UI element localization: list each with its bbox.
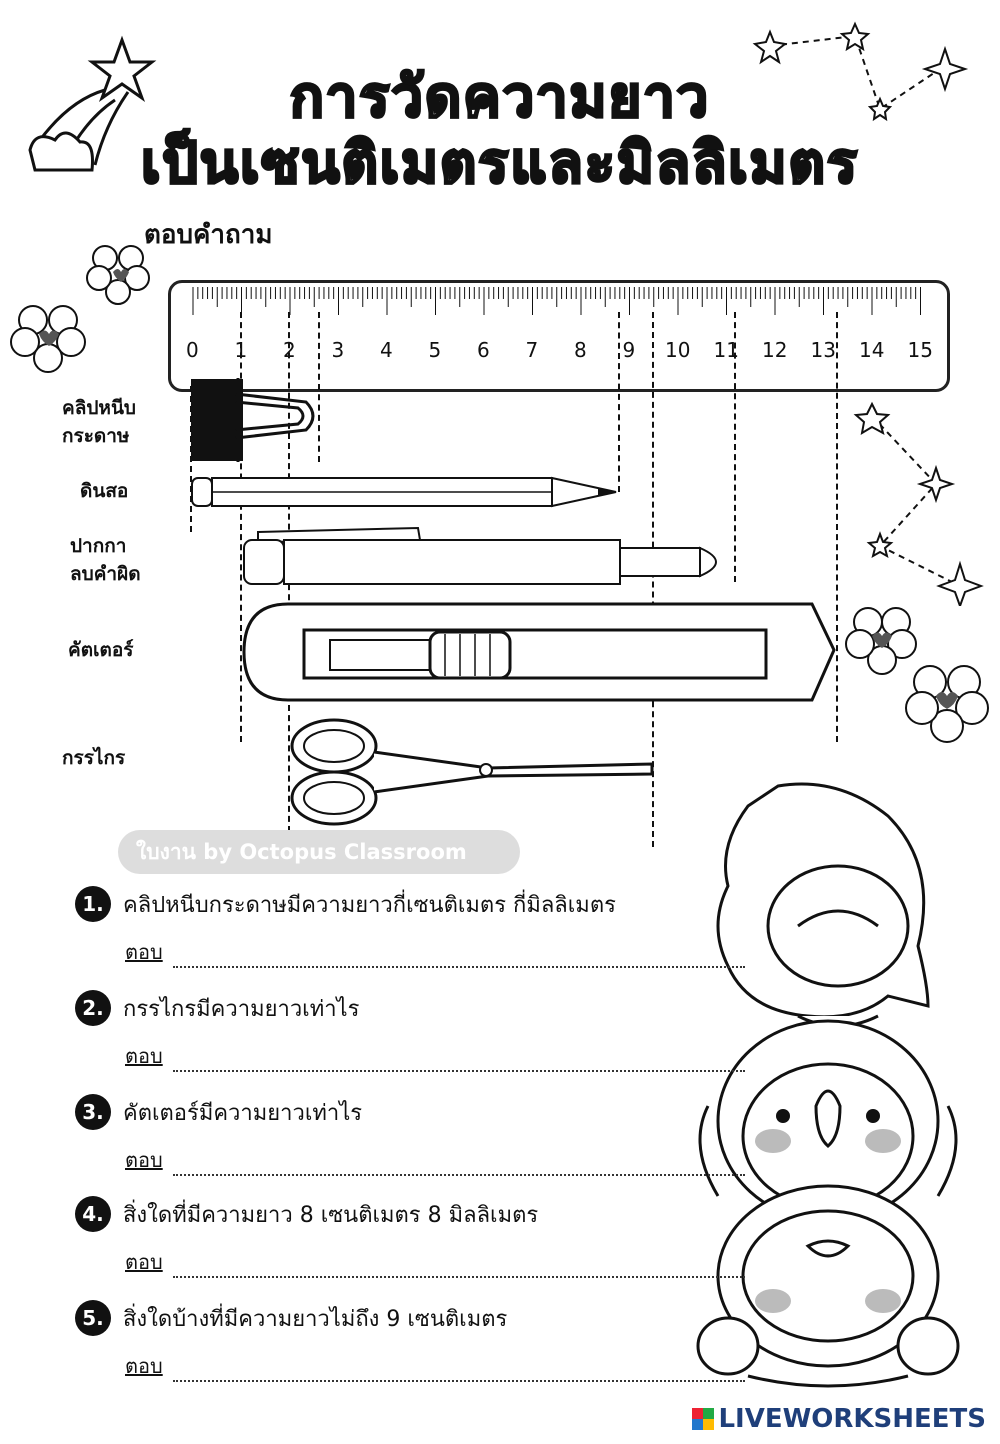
ruler-number: 2 [283, 338, 296, 362]
shooting-star-icon [10, 30, 170, 180]
question-number: 5. [75, 1300, 111, 1336]
answer-row-4 [125, 1246, 745, 1278]
constellation-icon [740, 14, 980, 134]
item-label-cutter: คัตเตอร์ [68, 639, 134, 661]
ruler-number: 5 [428, 338, 442, 362]
liveworksheets-logo[interactable] [692, 1404, 986, 1434]
ruler-number: 14 [859, 338, 885, 362]
item-label-pencil: ดินสอ [80, 480, 129, 502]
answer-row-5 [125, 1350, 745, 1382]
title-line-1: การวัดความยาว [289, 65, 711, 130]
answer-label: ตอบ [125, 1354, 163, 1378]
guide-line-8-8 [618, 312, 620, 492]
title-line-2: เป็นเซนติเมตรและมิลลิเมตร [141, 131, 859, 196]
ruler-number: 10 [665, 338, 691, 362]
answer-input-3[interactable] [173, 1152, 749, 1176]
penguin-stack-icon [688, 776, 968, 1396]
answer-row-1 [125, 936, 745, 968]
ruler-number: 15 [907, 338, 933, 362]
binder-clip-icon [186, 374, 326, 466]
answer-row-3 [125, 1144, 745, 1176]
ruler-number: 11 [713, 338, 739, 362]
question-number: 2. [75, 990, 111, 1026]
ruler-number: 7 [525, 338, 539, 362]
ruler-number: 8 [574, 338, 587, 362]
ruler-number: 9 [622, 338, 636, 362]
ruler-number: 4 [380, 338, 393, 362]
answer-input-4[interactable] [173, 1254, 749, 1278]
pencil-icon [188, 474, 624, 510]
constellation-right-icon [850, 396, 990, 606]
question-text: กรรไกรมีความยาวเท่าไร [123, 996, 360, 1022]
answer-input-1[interactable] [173, 944, 749, 968]
question-text: สิ่งใดบ้างที่มีความยาวไม่ถึง 9 เซนติเมตร [123, 1306, 508, 1332]
question-3 [75, 1094, 362, 1130]
cutter-icon [240, 600, 840, 706]
ruler-number: 6 [477, 338, 490, 362]
question-number: 4. [75, 1196, 111, 1232]
watermark-badge: ใบงาน by Octopus Classroom [118, 830, 520, 874]
question-text: คัตเตอร์มีความยาวเท่าไร [123, 1100, 363, 1126]
item-label-scissors: กรรไกร [62, 747, 126, 769]
answer-label: ตอบ [125, 940, 163, 964]
question-1 [75, 886, 616, 922]
ruler-number: 0 [186, 338, 199, 362]
question-text: สิ่งใดที่มีความยาว 8 เซนติเมตร 8 มิลลิเมตร [123, 1202, 539, 1228]
answer-label: ตอบ [125, 1044, 163, 1068]
flower-cluster-left-icon [5, 230, 165, 390]
ruler-number: 12 [762, 338, 788, 362]
question-number: 3. [75, 1094, 111, 1130]
item-label-correction-pen: ปากกา ลบคำผิด [70, 535, 141, 585]
question-text: คลิปหนีบกระดาษมีความยาวกี่เซนติเมตร กี่มิลลิเมตร [123, 892, 616, 918]
question-number: 1. [75, 886, 111, 922]
flower-cluster-right-icon [840, 600, 1000, 750]
ruler-number: 1 [234, 338, 248, 362]
correction-pen-icon [238, 524, 738, 586]
answer-input-2[interactable] [173, 1048, 749, 1072]
liveworksheets-logo-icon [692, 1408, 714, 1430]
answer-input-5[interactable] [173, 1358, 749, 1382]
item-label-paperclip: คลิปหนีบ กระดาษ [62, 397, 136, 447]
answer-row-2 [125, 1040, 745, 1072]
question-4 [75, 1196, 538, 1232]
scissors-icon [288, 712, 660, 826]
footer-text: LIVEWORKSHEETS [718, 1404, 986, 1434]
section-label: ตอบคำถาม [144, 220, 273, 250]
ruler-number: 13 [810, 338, 836, 362]
ruler-number: 3 [331, 338, 345, 362]
question-2 [75, 990, 359, 1026]
answer-label: ตอบ [125, 1148, 163, 1172]
question-5 [75, 1300, 507, 1336]
answer-label: ตอบ [125, 1250, 163, 1274]
